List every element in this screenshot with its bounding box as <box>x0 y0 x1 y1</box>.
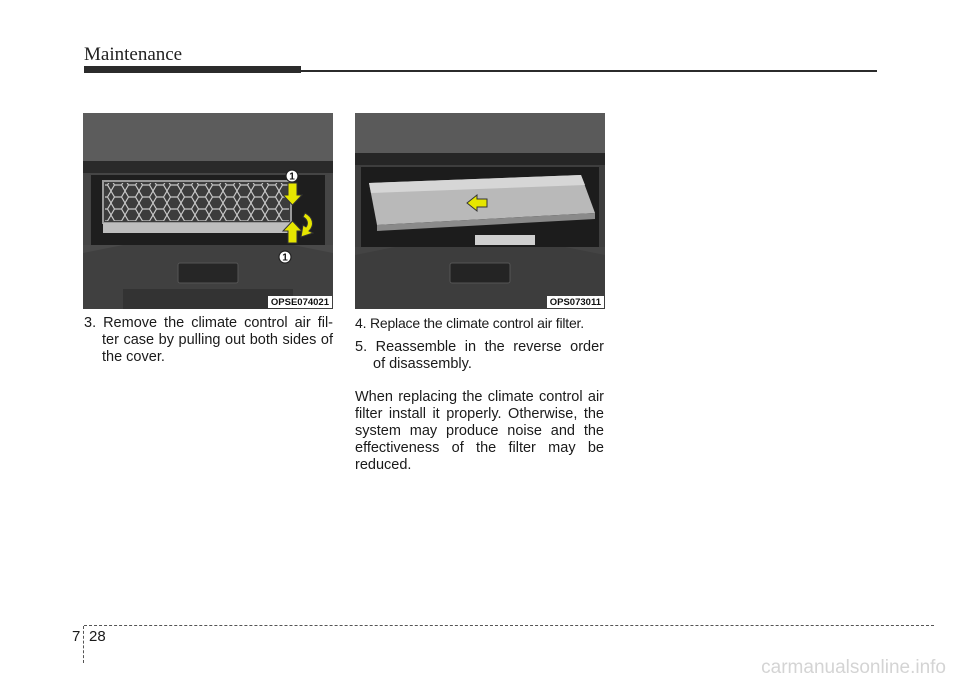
chapter-number: 7 <box>72 628 81 645</box>
step-5-line1: 5. Reassemble in the reverse order <box>355 339 604 355</box>
header-rule-thick <box>84 66 301 73</box>
header-rule-thin <box>301 70 877 72</box>
step-4 <box>355 315 604 332</box>
filter-replacement-illustration <box>355 113 605 309</box>
step-4-text: 4. Replace the climate control air filter. <box>355 315 584 331</box>
step-list-left <box>84 315 333 373</box>
filter-removal-illustration <box>83 113 333 309</box>
figure-code: OPS073011 <box>547 296 604 308</box>
step-3-line1: 3. Remove the climate control air fil- <box>84 315 333 331</box>
step-3-rest: ter case by pulling out both sides of the cover. <box>102 332 333 365</box>
figure-replace-filter <box>355 113 605 309</box>
page-title: Maintenance <box>84 44 183 65</box>
footer-rule <box>84 625 934 626</box>
callout-1-bottom: 1 <box>282 252 288 264</box>
page-number: 28 <box>89 628 106 645</box>
step-5 <box>355 339 604 373</box>
step-5-rest: of disassembly. <box>373 356 472 372</box>
step-3 <box>84 315 333 366</box>
installation-note: When replacing the climate control air filter install it properly. Otherwise, the system may produce noise and the effectiveness of the filter may be reduced. <box>355 389 604 473</box>
watermark: carmanualsonline.info <box>761 657 946 678</box>
figure-remove-filter <box>83 113 333 309</box>
callout-1-top: 1 <box>289 171 295 183</box>
figure-code: OPSE074021 <box>268 296 332 308</box>
step-list-right <box>355 315 604 474</box>
footer-divider <box>83 626 84 663</box>
